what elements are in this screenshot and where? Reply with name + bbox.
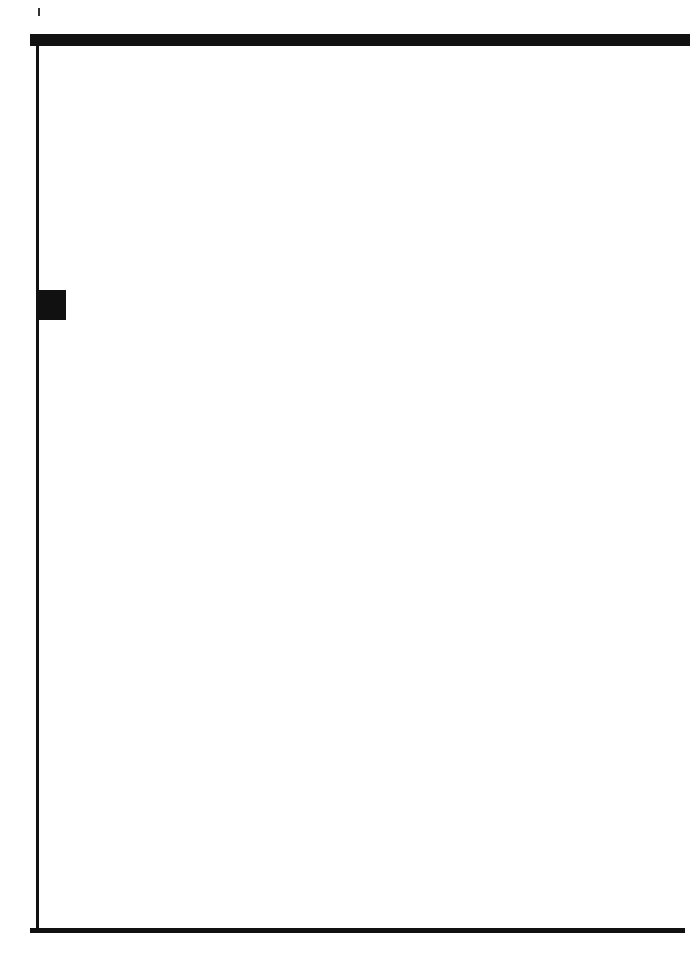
frame-top-border [30,34,690,46]
frame-bottom-border [30,928,685,933]
registration-mark [38,8,40,16]
frame-left-border [36,34,39,932]
fishtail-mark [36,290,66,320]
